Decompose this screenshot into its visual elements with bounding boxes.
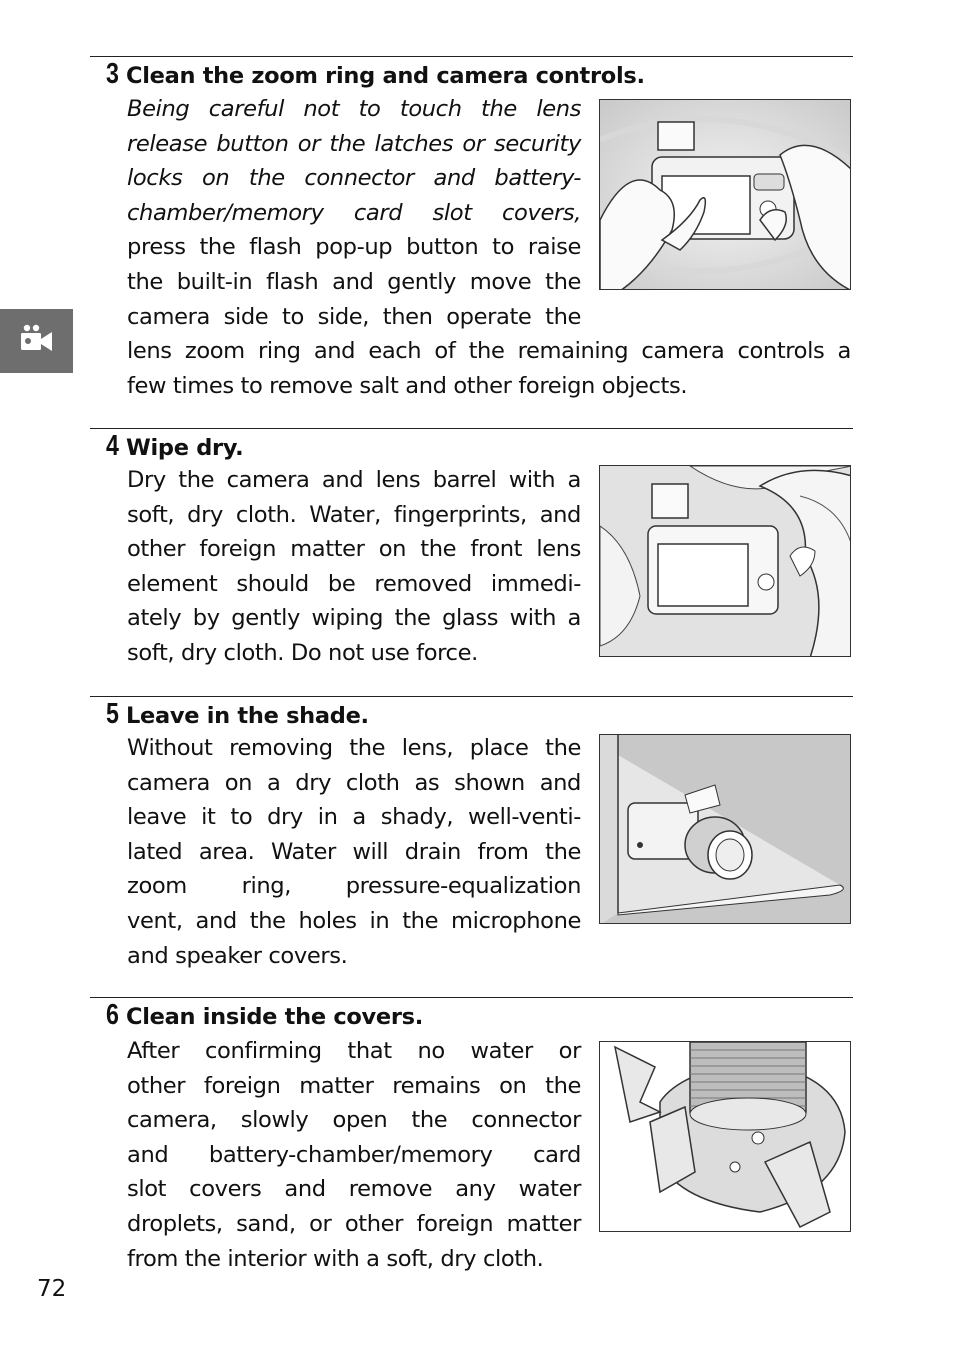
text-line: Being careful not to touch the lens [127,96,581,122]
text-line: press the flash pop-up button to raise [127,234,581,261]
step-title: Clean the zoom ring and camera controls. [126,63,645,89]
step-title: Leave in the shade. [126,703,369,729]
text-line: and battery-chamber/memory card [127,1141,581,1168]
page-number: 72 [37,1276,67,1302]
step-heading [106,431,243,463]
text-line: and speaker covers. [127,942,348,969]
text-line: camera on a dry cloth as shown and [127,769,581,796]
step-body [127,92,581,334]
text-line: ately by gently wiping the glass with a [127,605,581,632]
text-line: from the interior with a soft, dry cloth. [127,1245,544,1272]
step-3 [90,56,853,427]
text-line: lated area. Water will drain from the [127,838,581,865]
section-tab [0,309,73,373]
text-line: few times to remove salt and other foreign objects. [127,372,688,399]
step-6 [90,997,853,1288]
step-heading [106,1000,423,1032]
text-line: droplets, sand, or other foreign matter [127,1210,581,1237]
text-line: element should be removed immedi- [127,570,581,597]
open-covers-illustration [599,1041,851,1232]
hands-holding-camera-illustration [599,99,851,290]
text-line: lens zoom ring and each of the remaining camera controls a [127,338,851,364]
text-line: vent, and the holes in the microphone [127,907,581,934]
step-heading [106,59,645,91]
text-line: locks on the connector and battery- [127,165,581,192]
text-line: other foreign matter on the front lens [127,536,581,563]
text-line: zoom ring, pressure-equalization [127,873,581,900]
step-body [127,1034,581,1276]
camera-drying-on-cloth-illustration [599,734,851,924]
step-5 [90,696,853,997]
step-number: 5 [106,698,119,730]
step-heading [106,699,369,731]
text-line: the built-in flash and gently move the [127,268,581,295]
text-line: After confirming that no water or [127,1038,581,1064]
step-title: Clean inside the covers. [126,1004,423,1030]
text-line: slot covers and remove any water [127,1176,581,1203]
step-body-continued [127,334,851,403]
text-line: Without removing the lens, place the [127,735,581,761]
text-line: camera side to side, then operate the [127,303,581,330]
step-number: 6 [106,999,119,1031]
step-title: Wipe dry. [126,435,244,461]
step-4 [90,428,853,697]
step-number: 4 [106,430,119,462]
text-line: other foreign matter remains on the [127,1072,581,1099]
text-line: release button or the latches or security [127,130,581,157]
text-line: Dry the camera and lens barrel with a [127,467,581,493]
video-camera-icon [18,320,56,362]
text-line: camera, slowly open the connector [127,1107,581,1134]
step-number: 3 [106,58,119,90]
step-body [127,731,581,973]
wiping-camera-illustration [599,465,851,657]
text-line: soft, dry cloth. Do not use force. [127,639,478,666]
text-line: leave it to dry in a shady, well-venti- [127,804,581,831]
text-line: soft, dry cloth. Water, fingerprints, and [127,501,581,528]
step-body [127,463,581,671]
text-line: chamber/memory card slot covers, [127,199,581,226]
